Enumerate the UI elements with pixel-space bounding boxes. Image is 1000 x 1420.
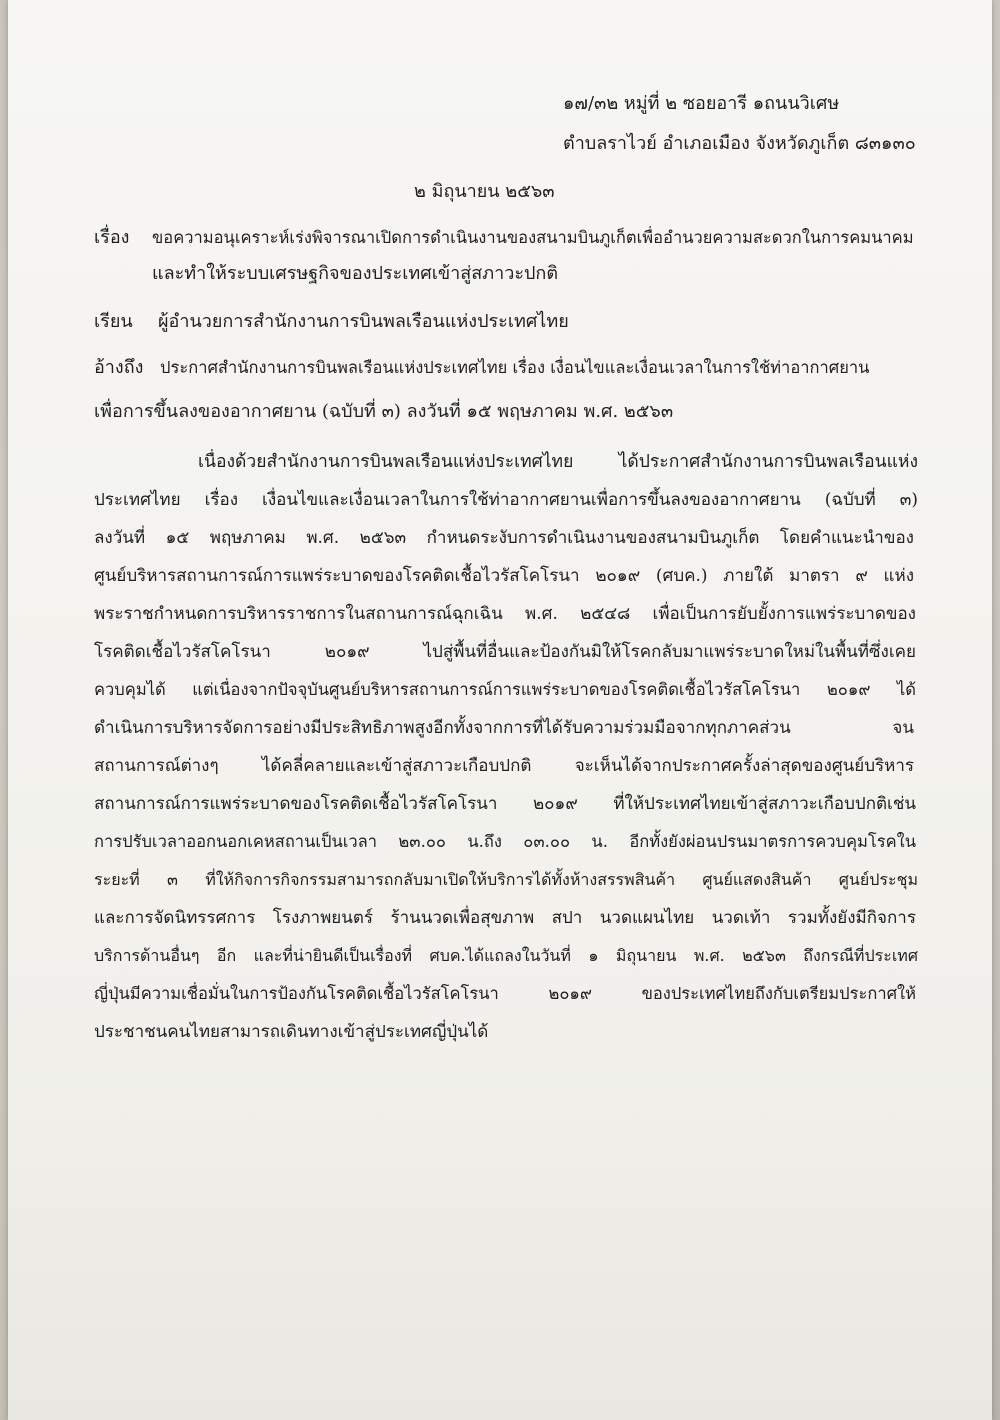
- subject-line-2: และทำให้ระบบเศรษฐกิจของประเทศเข้าสู่สภาวะปกติ: [152, 263, 559, 284]
- subject-line-1: ขอความอนุเคราะห์เร่งพิจารณาเปิดการดำเนินงานของสนามบินภูเก็ตเพื่ออำนวยความสะดวกในการคมนาคม: [152, 228, 914, 247]
- body-line: ควบคุมได้ แต่เนื่องจากปัจจุบันศูนย์บริหารสถานการณ์การแพร่ระบาดของโรคติดเชื้อไวรัสโคโรนา ๒๐๑๙ ได้: [94, 680, 916, 699]
- reference-line-1: ประกาศสำนักงานการบินพลเรือนแห่งประเทศไทย เรื่อง เงื่อนไขและเงื่อนเวลาในการใช้ท่าอากาศยาน: [160, 358, 870, 377]
- body-line: ญี่ปุ่นมีความเชื่อมั่นในการป้องกันโรคติดเชื้อไวรัสโคโรนา ๒๐๑๙ ของประเทศไทยถึงกับเตรียมประกาศให้: [94, 984, 916, 1003]
- body-line: ประเทศไทย เรื่อง เงื่อนไขและเงื่อนเวลาในการใช้ท่าอากาศยานเพื่อการขึ้นลงของอากาศยาน (ฉบับที่ ๓): [94, 490, 918, 510]
- body-line: สถานการณ์ต่างๆ ได้คลี่คลายและเข้าสู่สภาวะเกือบปกติ จะเห็นได้จากประกาศครั้งล่าสุดของศูนย์บริหาร: [94, 756, 914, 776]
- body-line: ลงวันที่ ๑๕ พฤษภาคม พ.ศ. ๒๕๖๓ กำหนดระงับการดำเนินงานของสนามบินภูเก็ต โดยคำแนะนำของ: [94, 528, 914, 548]
- body-line: และการจัดนิทรรศการ โรงภาพยนตร์ ร้านนวดเพื่อสุขภาพ สปา นวดแผนไทย นวดเท้า รวมทั้งยังมีกิจการ: [94, 908, 916, 928]
- subject-label: เรื่อง: [94, 227, 130, 248]
- reference-line-2: เพื่อการขึ้นลงของอากาศยาน (ฉบับที่ ๓) ลงวันที่ ๑๕ พฤษภาคม พ.ศ. ๒๕๖๓: [94, 401, 674, 422]
- body-line: ศูนย์บริหารสถานการณ์การแพร่ระบาดของโรคติดเชื้อไวรัสโคโรนา ๒๐๑๙ (ศบค.) ภายใต้ มาตรา ๙ แห่ง: [94, 566, 914, 586]
- body-line: สถานการณ์การแพร่ระบาดของโรคติดเชื้อไวรัสโคโรนา ๒๐๑๙ ที่ให้ประเทศไทยเข้าสู่สภาวะเกือบปกติเช่น: [94, 794, 916, 814]
- body-line: ประชาชนคนไทยสามารถเดินทางเข้าสู่ประเทศญี่ปุ่นได้: [94, 1022, 489, 1042]
- sender-address-line-2: ตำบลราไวย์ อำเภอเมือง จังหวัดภูเก็ต ๘๓๑๓๐: [563, 133, 916, 154]
- reference-label: อ้างถึง: [94, 357, 144, 378]
- body-line: ระยะที่ ๓ ที่ให้กิจการกิจกรรมสามารถกลับมาเปิดให้บริการได้ทั้งห้างสรรพสินค้า ศูนย์แสดงสินค้า ศูนย์ประชุม: [94, 870, 918, 889]
- body-line: บริการด้านอื่นๆ อีก และที่น่ายินดีเป็นเรื่องที่ ศบค.ได้แถลงในวันที่ ๑ มิถุนายน พ.ศ. ๒๕๖๓ ถึงกรณีที่ประเทศ: [94, 946, 918, 965]
- body-line: เนื่องด้วยสำนักงานการบินพลเรือนแห่งประเทศไทย ได้ประกาศสำนักงานการบินพลเรือนแห่ง: [198, 452, 918, 472]
- recipient-label: เรียน: [94, 311, 133, 332]
- body-line: ดำเนินการบริหารจัดการอย่างมีประสิทธิภาพสูงอีกทั้งจากการที่ได้รับความร่วมมือจากทุกภาคส่วน จน: [94, 718, 914, 738]
- sender-address-line-1: ๑๗/๓๒ หมู่ที่ ๒ ซอยอารี ๑ถนนวิเศษ: [563, 93, 840, 114]
- letter-sheet: [8, 0, 992, 1420]
- letter-date: ๒ มิถุนายน ๒๕๖๓: [414, 181, 555, 202]
- body-line: พระราชกำหนดการบริหารราชการในสถานการณ์ฉุกเฉิน พ.ศ. ๒๕๔๘ เพื่อเป็นการยับยั้งการแพร่ระบาดของ: [94, 604, 916, 624]
- body-line: โรคติดเชื้อไวรัสโคโรนา ๒๐๑๙ ไปสู่พื้นที่อื่นและป้องกันมิให้โรคกลับมาแพร่ระบาดใหม่ในพื้นที่ซึ่งเคย: [94, 642, 916, 662]
- recipient-name: ผู้อำนวยการสำนักงานการบินพลเรือนแห่งประเทศไทย: [158, 311, 569, 332]
- body-line: การปรับเวลาออกนอกเคหสถานเป็นเวลา ๒๓.๐๐ น.ถึง ๐๓.๐๐ น. อีกทั้งยังผ่อนปรนมาตรการควบคุมโรคใน: [94, 832, 916, 851]
